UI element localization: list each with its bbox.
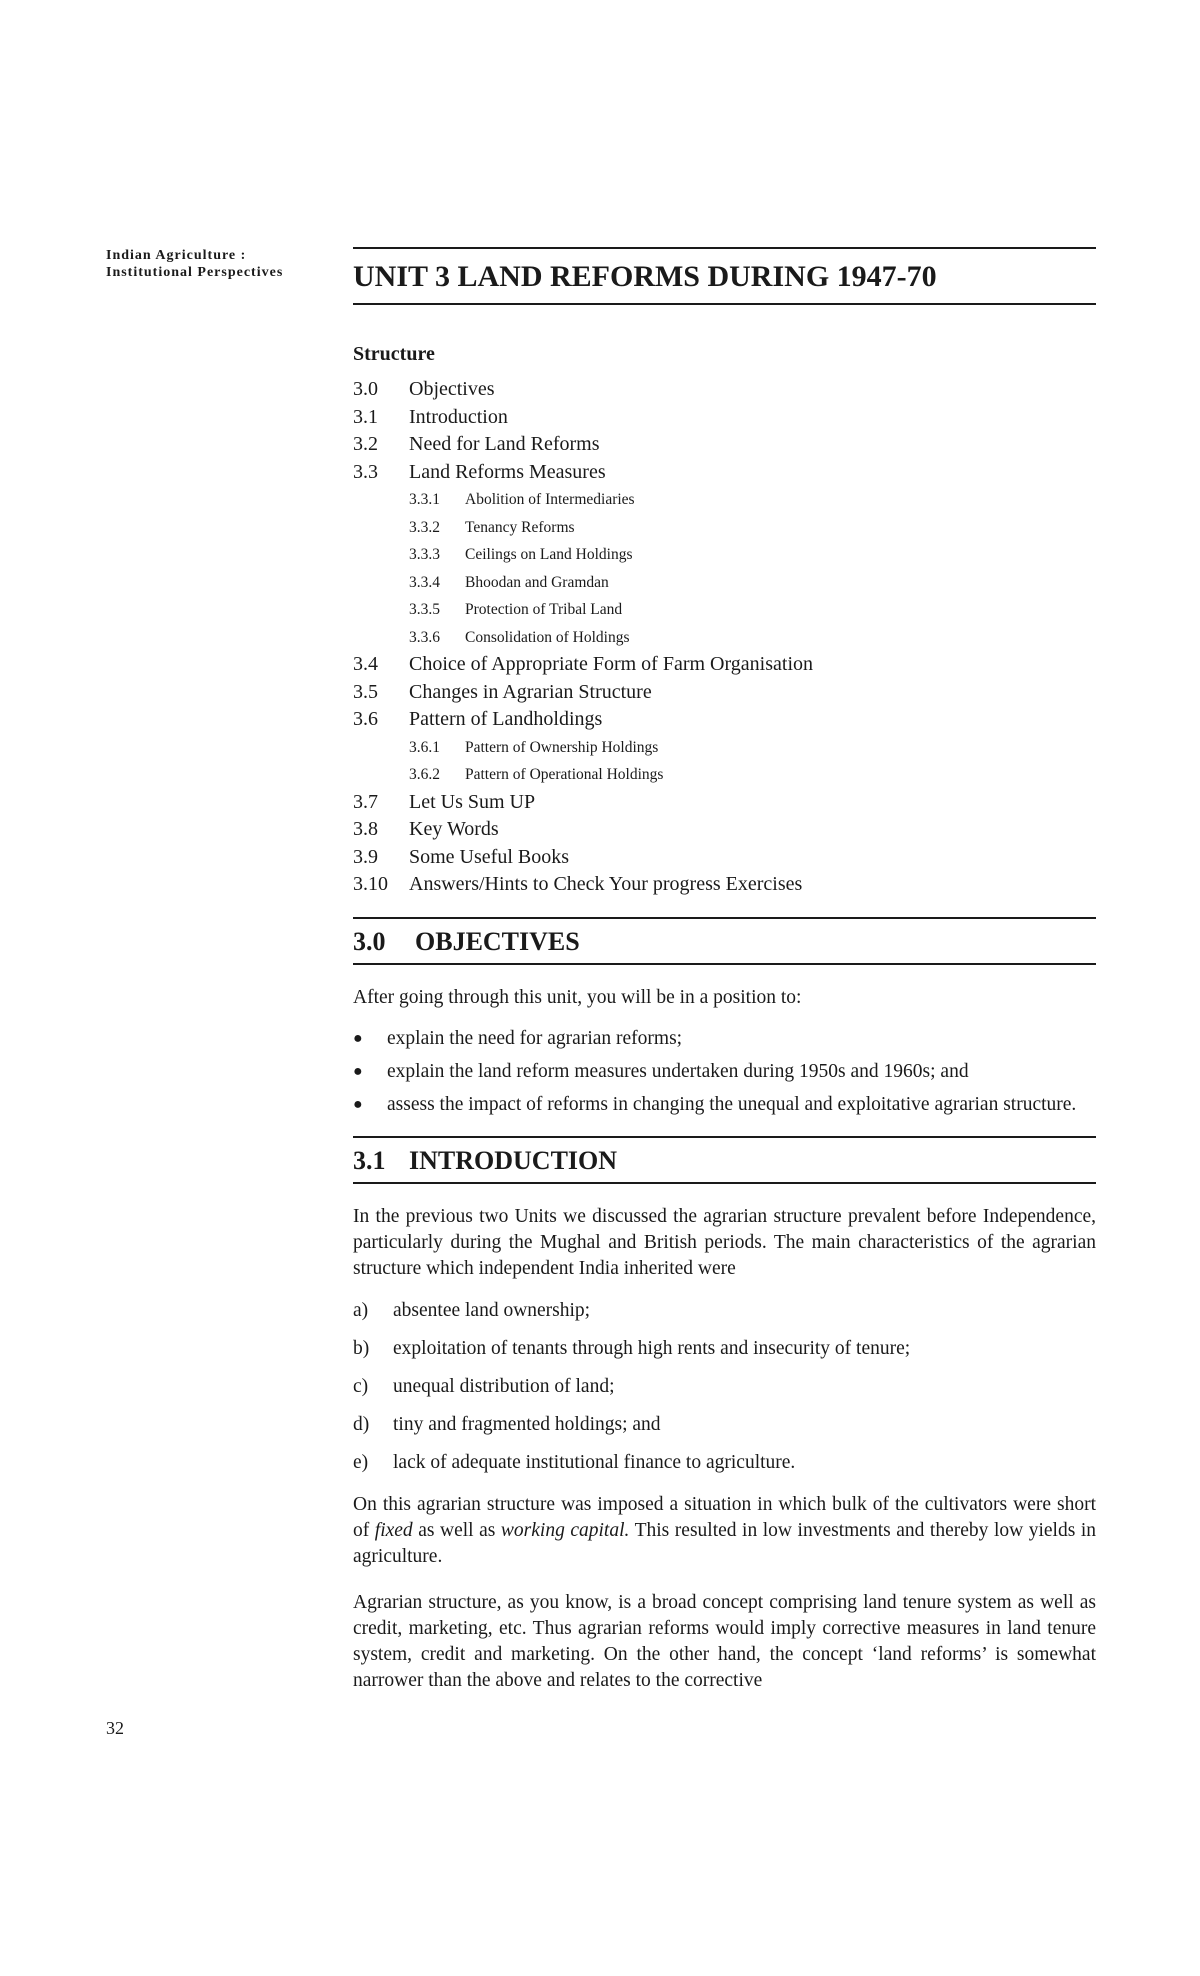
toc-item: 3.9 Some Useful Books xyxy=(353,845,569,868)
list-item: d) tiny and fragmented holdings; and xyxy=(353,1413,661,1435)
toc-subitem: 3.6.2 Pattern of Operational Holdings xyxy=(409,766,664,783)
toc-item: 3.6 Pattern of Landholdings xyxy=(353,708,603,730)
introduction-paragraph-2: On this agrarian structure was imposed a situation in which bulk of the cultivators were short of fixed as well as working capital. This resulted in low investments and thereby low yields in agriculture. xyxy=(353,1493,1097,1567)
objectives-heading xyxy=(353,919,1096,963)
introduction-heading xyxy=(353,1138,1096,1182)
toc-item: 3.0 Objectives xyxy=(353,378,495,400)
toc-subitem: 3.3.4 Bhoodan and Gramdan xyxy=(409,573,609,591)
unit-title: UNIT 3 LAND REFORMS DURING 1947-70 xyxy=(353,260,937,293)
table-of-contents xyxy=(353,376,1096,899)
objectives-title: OBJECTIVES xyxy=(415,926,580,956)
toc-item: 3.5 Changes in Agrarian Structure xyxy=(353,680,652,703)
toc-item: 3.7 Let Us Sum UP xyxy=(353,790,536,813)
introduction-title: INTRODUCTION xyxy=(409,1145,618,1175)
toc-subitem: 3.3.6 Consolidation of Holdings xyxy=(409,628,630,646)
toc-subitem: 3.3.3 Ceilings on Land Holdings xyxy=(409,546,633,563)
list-item: e) lack of adequate institutional finance to agriculture. xyxy=(353,1451,796,1473)
introduction-paragraph-3: Agrarian structure, as you know, is a broad concept comprising land tenure system as well as credit, marketing, etc. Thus agrarian reforms would imply corrective measures in land tenure system, credit and marketing. On the other hand, the concept ‘land reforms’ is somewhat narrower than the above and relates to the corrective xyxy=(353,1591,1096,1691)
toc-item: 3.2 Need for Land Reforms xyxy=(353,433,600,455)
toc-item: 3.8 Key Words xyxy=(353,818,499,840)
bullet-icon: ● xyxy=(353,1095,363,1113)
running-head-line1: Indian Agriculture : xyxy=(106,248,247,263)
objectives-bottom-rule xyxy=(353,963,1096,965)
list-item: ● explain the land reform measures undertaken during 1950s and 1960s; and xyxy=(353,1058,1096,1085)
bullet-icon: ● xyxy=(353,1029,363,1047)
page-number: 32 xyxy=(106,1718,124,1738)
introduction-bottom-rule xyxy=(353,1182,1096,1184)
list-item: ● assess the impact of reforms in changing the unequal and exploitative agrarian structure. xyxy=(353,1091,1096,1118)
unit-bottom-rule xyxy=(353,303,1096,305)
toc-subitem: 3.3.5 Protection of Tribal Land xyxy=(409,601,623,618)
list-item: c) unequal distribution of land; xyxy=(353,1375,615,1397)
introduction-paragraph-1: In the previous two Units we discussed the agrarian structure prevalent before Independence, particularly during the Mughal and British periods. The main characteristics of the agrarian structure which independent India inherited were xyxy=(353,1205,1096,1279)
toc-item: 3.3 Land Reforms Measures xyxy=(353,460,606,483)
characteristics-list xyxy=(353,1298,1096,1476)
running-head-line2: Institutional Perspectives xyxy=(106,265,284,280)
structure-label: Structure xyxy=(353,343,435,365)
main-content xyxy=(353,247,1096,1694)
objectives-intro: After going through this unit, you will be in a position to: xyxy=(353,986,802,1008)
running-head xyxy=(106,247,283,281)
list-item: ● explain the need for agrarian reforms; xyxy=(353,1025,1096,1052)
toc-subitem: 3.6.1 Pattern of Ownership Holdings xyxy=(409,738,659,756)
toc-item: 3.4 Choice of Appropriate Form of Farm Organisation xyxy=(353,653,814,675)
objectives-number: 3.0 xyxy=(353,926,386,956)
toc-subitem: 3.3.1 Abolition of Intermediaries xyxy=(409,491,635,508)
toc-item: 3.1 Introduction xyxy=(353,405,508,428)
bullet-icon: ● xyxy=(353,1062,363,1080)
toc-item: 3.10 Answers/Hints to Check Your progress Exercises xyxy=(353,873,803,895)
list-item: a) absentee land ownership; xyxy=(353,1299,591,1321)
introduction-number: 3.1 xyxy=(353,1145,386,1175)
toc-subitem: 3.3.2 Tenancy Reforms xyxy=(409,518,575,536)
objectives-list xyxy=(353,1025,1096,1118)
list-item: b) exploitation of tenants through high rents and insecurity of tenure; xyxy=(353,1337,911,1359)
